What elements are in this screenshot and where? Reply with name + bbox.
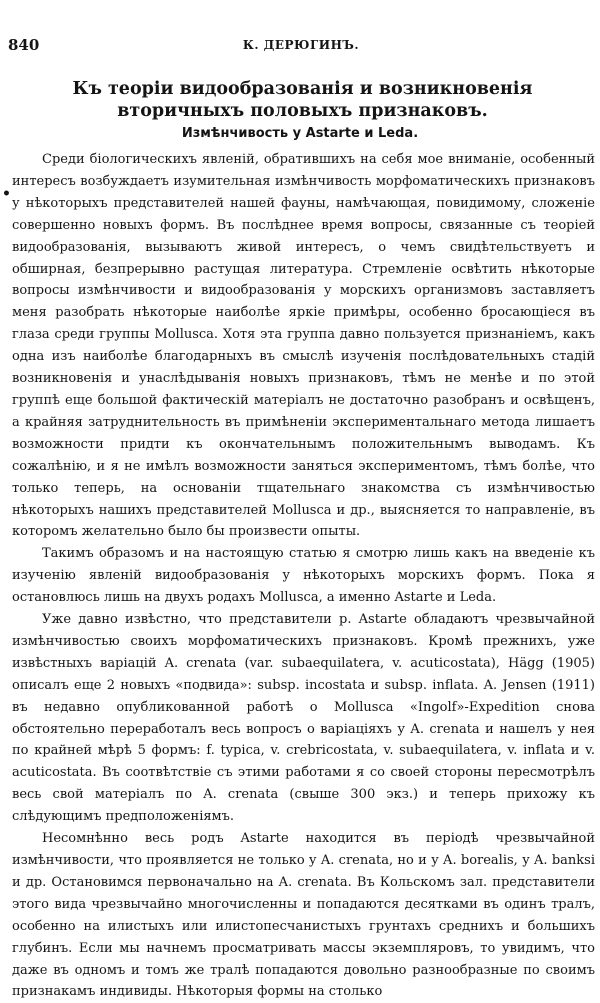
running-author: К. ДЕРЮГИНЪ.: [242, 38, 360, 52]
body-text: [12, 149, 595, 1003]
paragraph: Уже давно извѣстно, что представители р. Astarte обладаютъ чрезвычайной измѣнчивостью своихъ морфоматическихъ признаковъ. Кромѣ прежнихъ, уже извѣстныхъ варіацій A. crenata (var. subaequilatera, v. acuticostata), Hägg (1905) описалъ еще 2 новыхъ «подвида»: subsp. incostata и subsp. inflata. A. Jensen (1911) въ недавно опубликованной работѣ о Mollusca «Ingolf»-Expedition снова обстоятельно переработалъ весь вопросъ о варіаціяхъ у A. crenata и нашелъ у нея по крайней мѣрѣ 5 формъ: f. typica, v. crebricostata, v. subaequilatera, v. inflata и v. acuticostata. Въ соотвѣтствіе съ этими работами я со своей стороны пересмотрѣлъ весь свой матеріалъ по A. crenata (свыше 300 экз.) и теперь прихожу къ слѣдующимъ предположеніямъ.: [12, 612, 595, 825]
paragraph: Такимъ образомъ и на настоящую статью я смотрю лишь какъ на введеніе къ изученію явленій видообразованія у нѣкоторыхъ морскихъ формъ. Пока я остановлюсь лишь на двухъ родахъ Mollusca, а именно Astarte и Leda.: [12, 546, 595, 606]
section-subtitle: Измѣнчивость у Astarte и Leda.: [181, 126, 419, 141]
article-title: Къ теоріи видообразованія и возникновенія вторичныхъ половыхъ признаковъ.: [72, 79, 533, 121]
page-number: 840: [8, 36, 40, 54]
paragraph: Несомнѣнно весь родъ Astarte находится въ періодѣ чрезвычайной измѣнчивости, что проявляется не только у A. crenata, но и у A. borealis, у A. banksi и др. Остановимся первоначально на A. crenata. Въ Кольскомъ зал. представители этого вида чрезвычайно многочисленны и попадаются десятками въ одинъ тралъ, особенно на илистыхъ или илистопесчанистыхъ грунтахъ среднихъ и большихъ глубинъ. Если мы начнемъ просматривать массы экземпляровъ, то увидимъ, что даже въ одномъ и томъ же тралѣ попадаются довольно разнообразные по своимъ признакамъ индивиды. Нѣкоторыя формы на столько: [12, 831, 595, 1000]
running-head: [8, 36, 594, 56]
margin-mark: •: [2, 186, 11, 202]
paragraph: Среди біологическихъ явленій, обратившихъ на себя мое вниманіе, особенный интересъ возбуждаетъ изумительная измѣнчивость морфоматическихъ признаковъ у нѣкоторыхъ представителей нашей фауны, намѣчающая, повидимому, сложеніе совершенно новыхъ формъ. Въ послѣднее время вопросы, связанные съ теоріей видообразованія, вызываютъ живой интересъ, о чемъ свидѣтельствуетъ и обширная, безпрерывно растущая литература. Стремленіе освѣтить нѣкоторые вопросы измѣнчивости и видообразованія у морскихъ организмовъ заставляетъ меня разобрать нѣкоторые наиболѣе яркіе примѣры, особенно бросающіеся въ глаза среди группы Mollusca. Хотя эта группа давно пользуется признаніемъ, какъ одна изъ наиболѣе благодарныхъ въ смыслѣ изученія послѣдовательныхъ стадій возникновенія и унаслѣдыванія новыхъ признаковъ, тѣмъ не менѣе и по этой группѣ еще большой фактическій матеріалъ не достаточно разобранъ и освѣщенъ, а крайняя затруднительность въ примѣненіи экспериментальнаго метода лишаетъ возможности придти къ окончательнымъ положительнымъ выводамъ. Къ сожалѣнію, и я не имѣлъ возможности заняться экспериментомъ, тѣмъ болѣе, что только теперь, на основаніи тщательнаго знакомства съ измѣнчивостью нѣкоторыхъ нашихъ представителей Mollusca и др., выясняется то направленіе, въ которомъ желательно было бы произвести опыты.: [12, 152, 595, 540]
